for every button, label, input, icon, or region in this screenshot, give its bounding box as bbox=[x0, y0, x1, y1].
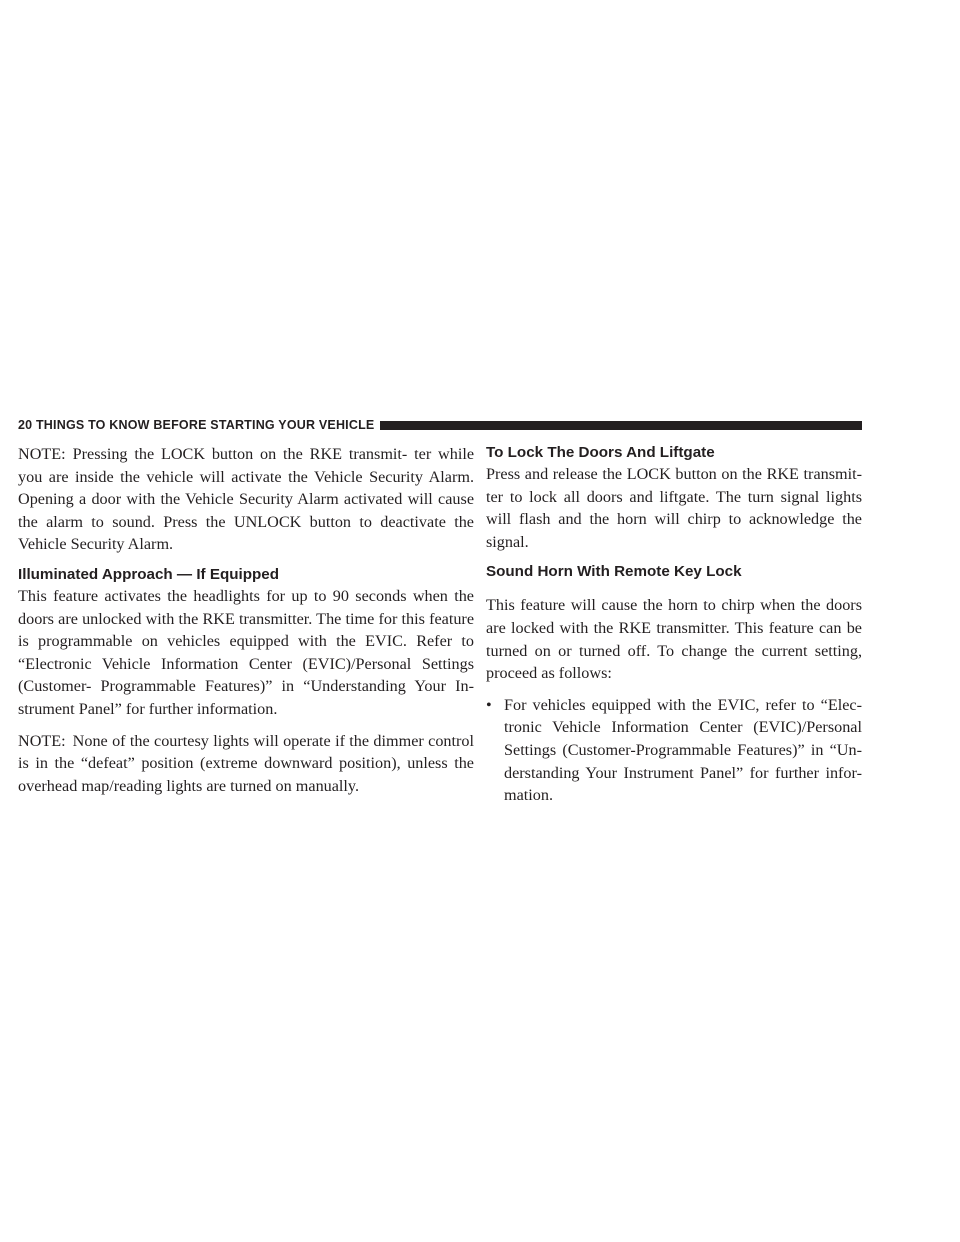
note-label: NOTE: bbox=[18, 445, 66, 463]
body-paragraph: This feature will cause the horn to chirp when the doors are locked with the RKE transmitter. This feature can be turned on or turned off. To change the current setting, proceed as follows: bbox=[486, 596, 862, 683]
section-heading-sound-horn: Sound Horn With Remote Key Lock bbox=[486, 563, 742, 581]
list-item-text: For vehicles equipped with the EVIC, refer to “Elec- tronic Vehicle Information Center (EVIC)/Personal Settings (Customer-Programmable Features)” in “Un- derstanding Your Instrument Panel” for further infor- mation. bbox=[504, 695, 862, 805]
list-item bbox=[486, 694, 862, 807]
body-paragraph: Press and release the LOCK button on the RKE transmit- ter to lock all doors and liftgate. The turn signal lights will flash and the horn will chirp to acknowledge the signal. bbox=[486, 465, 862, 551]
header-rule bbox=[380, 421, 862, 430]
note-label: NOTE: bbox=[18, 731, 66, 750]
section-heading-lock-doors: To Lock The Doors And Liftgate bbox=[486, 444, 715, 461]
bullet-list bbox=[486, 694, 862, 807]
note-paragraph bbox=[18, 730, 474, 798]
page-header-text: 20 THINGS TO KNOW BEFORE STARTING YOUR VEHICLE bbox=[18, 418, 375, 432]
body-paragraph: This feature activates the headlights for up to 90 seconds when the doors are unlocked with the RKE transmitter. The time for this feature is programmable on vehicles equipped with the EVIC. Refer to “Electronic Vehicle Information Center (EVIC)/Personal Settings (Customer- Programmable Features)” in “Understanding Your In- strument Panel” for further information. bbox=[18, 586, 474, 718]
right-column bbox=[486, 443, 862, 807]
left-column bbox=[18, 443, 474, 806]
note-paragraph bbox=[18, 443, 474, 556]
note-text: Pressing the LOCK button on the RKE transmit- ter while you are inside the vehicle will activate the Vehicle Security Alarm. Opening a door with the Vehicle Security Alarm activated will cause the alarm to sound. Press the UNLOCK button to deactivate the Vehicle Security Alarm. bbox=[18, 445, 474, 554]
note-text: None of the courtesy lights will operate if the dimmer control is in the “defeat” position (extreme downward position), unless the overhead map/reading lights are turned on manually. bbox=[18, 731, 474, 795]
section-heading-illuminated-approach: Illuminated Approach — If Equipped bbox=[18, 565, 280, 583]
page-header bbox=[18, 417, 862, 433]
bullet-marker: • bbox=[486, 695, 492, 714]
